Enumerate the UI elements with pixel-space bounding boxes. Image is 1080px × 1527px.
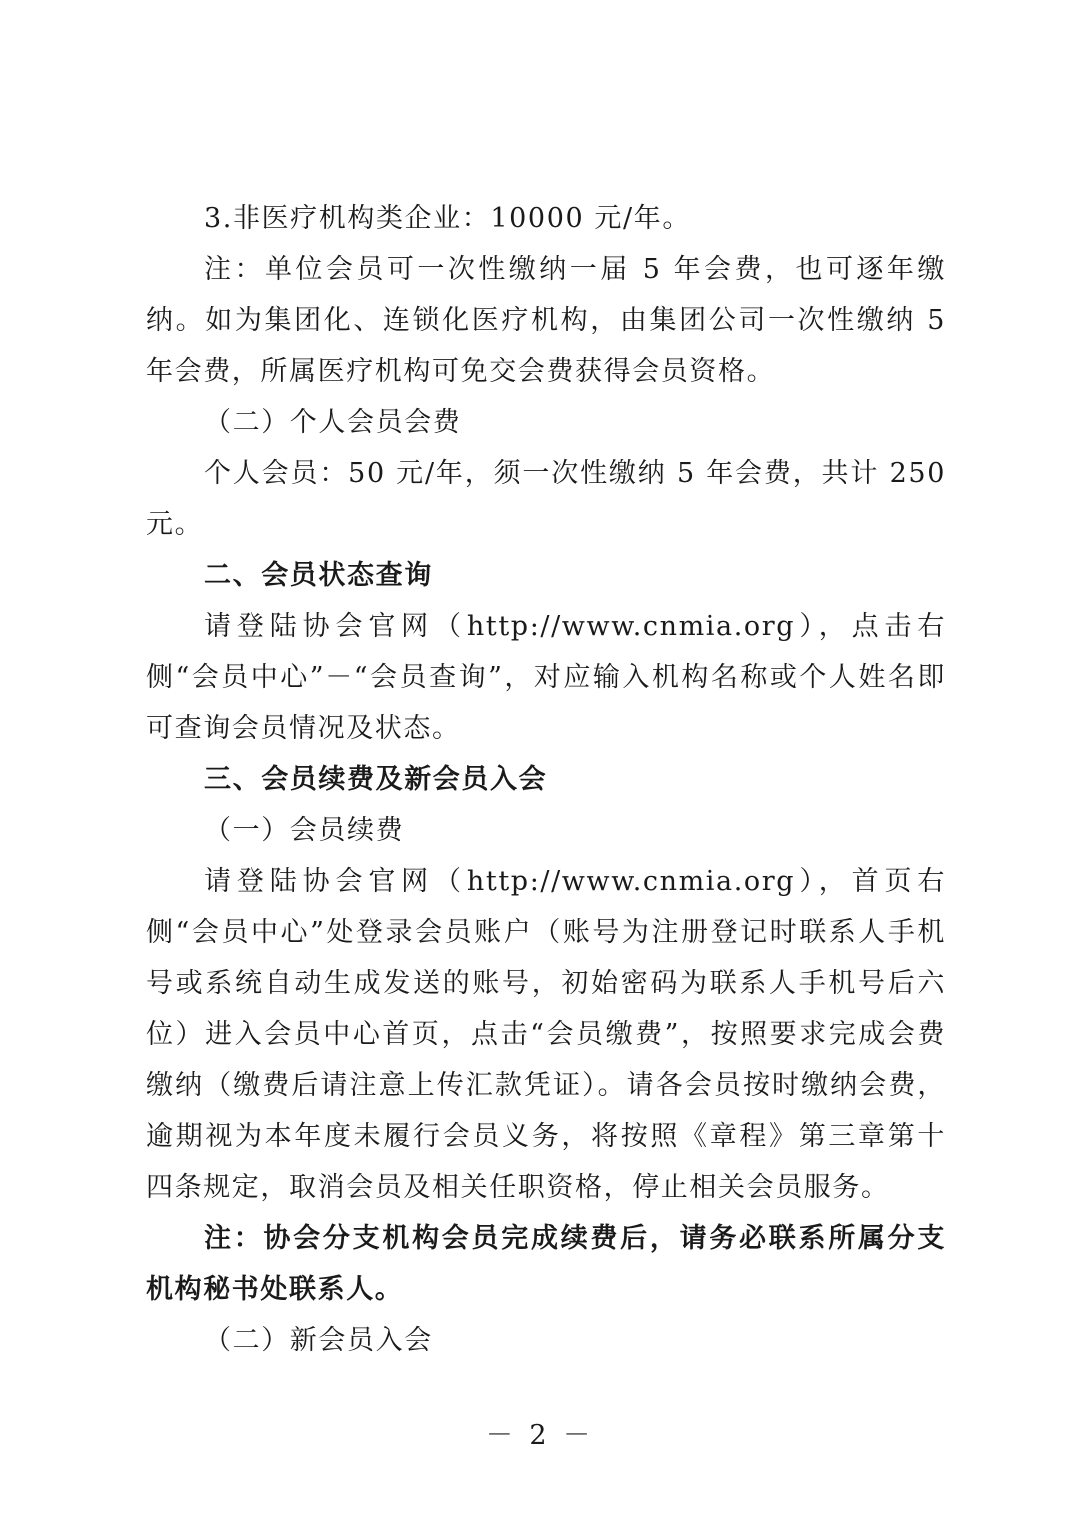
document-body	[146, 193, 946, 1366]
note-unit-member-fee: 注：单位会员可一次性缴纳一届 5 年会费，也可逐年缴纳。如为集团化、连锁化医疗机构，由集团公司一次性缴纳 5 年会费，所属医疗机构可免交会费获得会员资格。	[146, 254, 946, 387]
fee-item-nonmedical-enterprise: 3.非医疗机构类企业：10000 元/年。	[204, 203, 691, 234]
heading-member-status-query: 二、会员状态查询	[204, 560, 433, 591]
subheading-member-renewal: （一）会员续费	[204, 815, 405, 846]
individual-member-fee-text: 个人会员：50 元/年，须一次性缴纳 5 年会费，共计 250 元。	[146, 458, 946, 540]
note-branch-member-renewal: 注：协会分支机构会员完成续费后，请务必联系所属分支机构秘书处联系人。	[146, 1223, 946, 1305]
member-status-query-text: 请登陆协会官网（http://www.cnmia.org），点击右侧“会员中心”－“会员查询”，对应输入机构名称或个人姓名即可查询会员情况及状态。	[146, 611, 946, 744]
subheading-new-member-join: （二）新会员入会	[204, 1325, 433, 1356]
subheading-individual-member-fee: （二）个人会员会费	[204, 407, 462, 438]
page-number: － 2 －	[485, 1420, 595, 1451]
heading-renewal-and-new-members: 三、会员续费及新会员入会	[204, 764, 548, 795]
member-renewal-text: 请登陆协会官网（http://www.cnmia.org），首页右侧“会员中心”处登录会员账户（账号为注册登记时联系人手机号或系统自动生成发送的账号，初始密码为联系人手机号后六位）进入会员中心首页，点击“会员缴费”，按照要求完成会费缴纳（缴费后请注意上传汇款凭证）。请各会员按时缴纳会费，逾期视为本年度未履行会员义务，将按照《章程》第三章第十四条规定，取消会员及相关任职资格，停止相关会员服务。	[146, 866, 946, 1203]
